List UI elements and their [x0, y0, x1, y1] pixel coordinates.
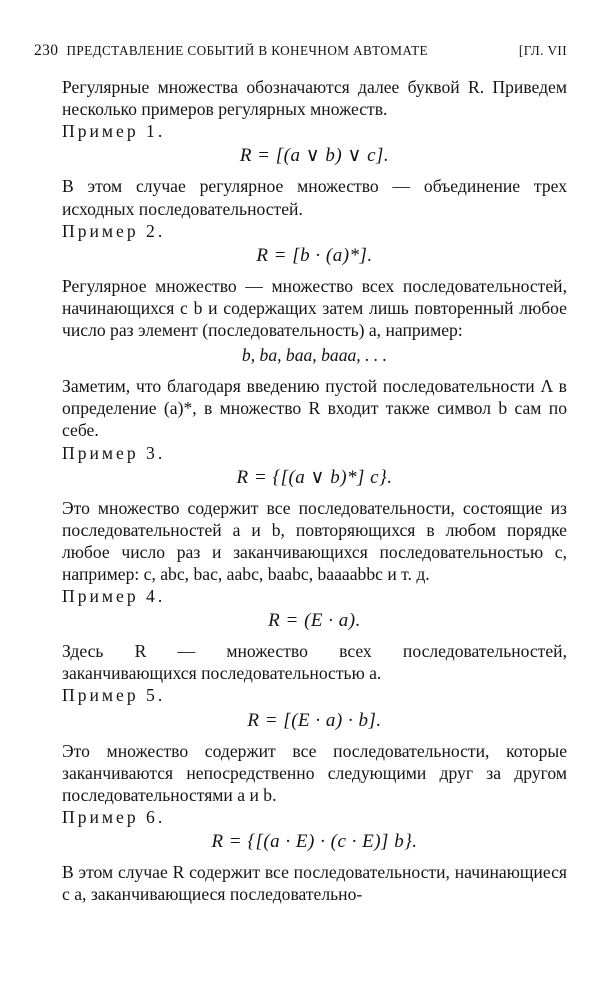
example-1-label: Пример 1.: [62, 121, 166, 142]
example-2-note: Заметим, что благодаря введению пустой последовательности Λ в определение (a)*, в множество R входит также символ b сам по себе.: [62, 376, 567, 441]
example-5-label: Пример 5.: [62, 685, 166, 706]
example-2-text: Регулярное множество — множество всех последовательностей, начинающихся с b и содержащих затем лишь повторенный любое число раз элемент (последовательность) a, например:: [62, 275, 567, 341]
example-2-sequence: b, ba, baa, baaa, . . .: [241, 345, 388, 366]
example-6-formula: R = {[(a · E) · (c · E)] b}.: [211, 831, 418, 852]
example-1-text: В этом случае регулярное множество — объединение трех исходных последовательностей.: [62, 176, 567, 219]
example-4-formula: R = (E · a).: [268, 610, 361, 632]
example-2-formula: R = [b · (a)*].: [256, 244, 373, 266]
example-4-label: Пример 4.: [62, 586, 166, 607]
example-5-text: Это множество содержит все последовательности, которые заканчиваются непосредственно следующими друг за другом последовательностями a и b.: [62, 740, 567, 805]
running-title: ПРЕДСТАВЛЕНИЕ СОБЫТИЙ В КОНЕЧНОМ АВТОМАТЕ: [66, 43, 429, 58]
example-3-formula: R = {[(a ∨ b)*] c}.: [236, 466, 393, 488]
example-6-label: Пример 6.: [62, 806, 166, 827]
running-header: [34, 40, 567, 62]
example-5-formula: R = [(E · a) · b].: [247, 709, 382, 731]
example-1-formula: R = [(a ∨ b) ∨ c].: [239, 145, 390, 167]
page: [34, 40, 567, 905]
example-2-label: Пример 2.: [62, 220, 166, 241]
example-3-label: Пример 3.: [62, 442, 166, 463]
chapter-label: [ГЛ. VII: [518, 43, 567, 58]
intro-paragraph: Регулярные множества обозначаются далее буквой R. Приведем несколько примеров регулярных множеств.: [62, 77, 567, 120]
example-6-text: В этом случае R содержит все последовательности, начинающиеся с a, заканчивающиеся последовательно-: [62, 862, 567, 905]
page-number: 230: [34, 42, 59, 59]
example-4-text: Здесь R — множество всех последовательностей, заканчивающихся последовательностью a.: [62, 641, 567, 684]
example-3-text: Это множество содержит все последовательности, состоящие из последовательностей a и b, повторяющихся в любом порядке любое число раз и заканчивающихся последовательностью c, например: c, abc, bac, aabc, baabc, baaaabbc и т. д.: [62, 497, 567, 584]
